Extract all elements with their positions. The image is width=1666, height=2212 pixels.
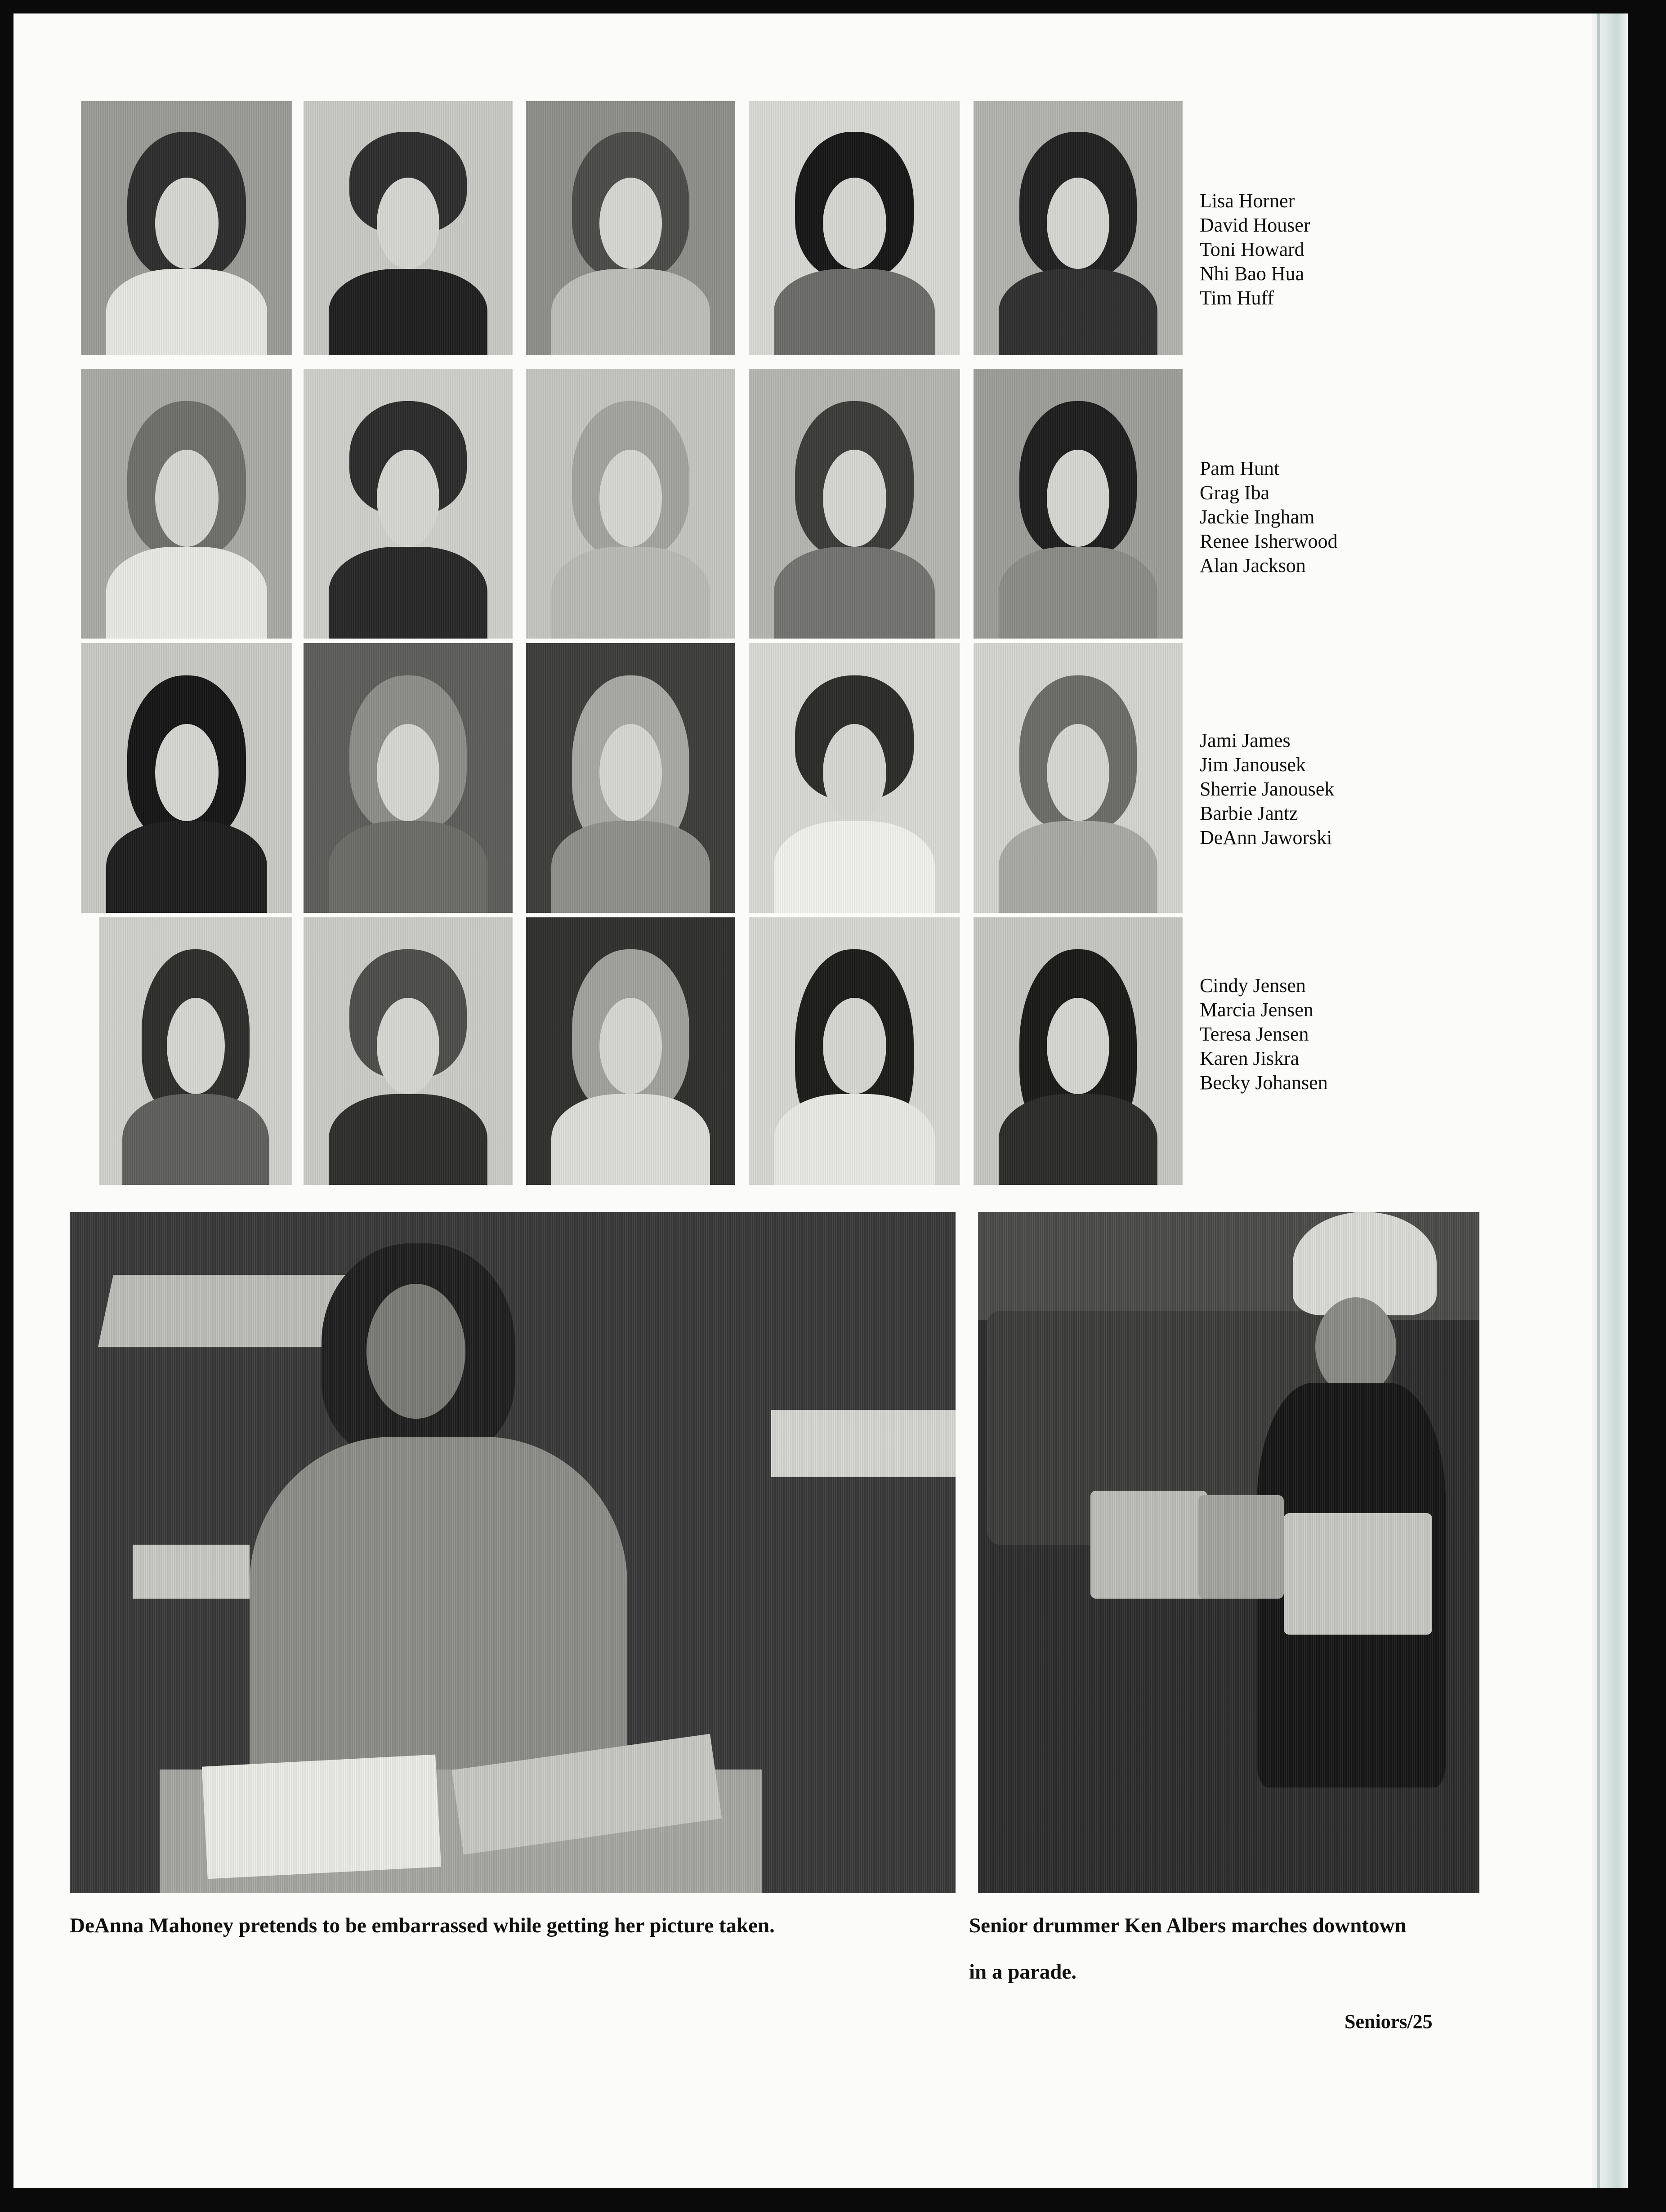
desk-left <box>133 1545 250 1599</box>
portrait-tim-huff <box>974 101 1183 355</box>
student-face <box>366 1284 465 1419</box>
portrait-grag-iba <box>304 369 513 639</box>
binding-edge-line <box>1597 13 1600 2188</box>
portrait-karen-jiskra <box>749 917 960 1185</box>
portrait-jackie-ingham <box>526 369 735 639</box>
student-name: Nhi Bao Hua <box>1200 263 1304 285</box>
yearbook-page <box>13 13 1628 2188</box>
portrait-teresa-jensen <box>526 917 735 1185</box>
student-name: Marcia Jensen <box>1200 999 1313 1021</box>
student-name: Cindy Jensen <box>1200 974 1306 997</box>
names-row-3 <box>1200 728 1334 850</box>
student-name: DeAnn Jaworski <box>1200 827 1332 849</box>
portrait-cindy-jensen <box>99 917 292 1185</box>
drummer-helmet <box>1293 1212 1437 1315</box>
portrait-lisa-horner <box>81 101 292 355</box>
portrait-marcia-jensen <box>304 917 513 1185</box>
portrait-barbie-jantz <box>749 643 960 913</box>
student-name: Becky Johansen <box>1200 1072 1328 1094</box>
page-folio: Seniors/25 <box>1344 2011 1433 2033</box>
student-name: Sherrie Janousek <box>1200 778 1335 800</box>
portrait-deann-jaworski <box>974 643 1183 913</box>
student-name: Grag Iba <box>1200 482 1270 504</box>
portrait-jim-janousek <box>304 643 513 913</box>
names-row-1 <box>1200 189 1310 310</box>
student-sweater <box>250 1437 627 1823</box>
names-row-4 <box>1200 974 1328 1095</box>
drummer-face <box>1315 1297 1396 1396</box>
student-name: Teresa Jensen <box>1200 1023 1309 1045</box>
student-name: Jami James <box>1200 729 1291 751</box>
student-name: Renee Isherwood <box>1200 530 1338 552</box>
student-hair <box>322 1243 515 1459</box>
drummer-uniform <box>1257 1383 1446 1787</box>
desk-right <box>771 1410 956 1477</box>
student-name: Tim Huff <box>1200 287 1274 309</box>
drum-left <box>1090 1491 1207 1599</box>
caption-parade-line-2: in a parade. <box>969 1960 1076 1984</box>
student-name: David Houser <box>1200 214 1310 236</box>
portrait-becky-johansen <box>974 917 1183 1185</box>
book <box>452 1734 722 1855</box>
desk-front <box>160 1770 762 1893</box>
student-name: Lisa Horner <box>1200 190 1295 212</box>
portrait-renee-isherwood <box>749 369 960 639</box>
caption-classroom: DeAnna Mahoney pretends to be embarrassed while getting her picture taken. <box>70 1914 775 1937</box>
portrait-toni-howard <box>526 101 735 355</box>
student-name: Toni Howard <box>1200 238 1304 260</box>
papers <box>202 1755 441 1879</box>
portrait-david-houser <box>304 101 513 355</box>
band-members <box>987 1311 1392 1545</box>
student-name: Alan Jackson <box>1200 554 1306 576</box>
drum-right <box>1284 1513 1432 1635</box>
student-name: Jim Janousek <box>1200 754 1306 776</box>
photo-classroom <box>70 1212 956 1893</box>
building-backdrop <box>978 1212 1479 1320</box>
photo-parade-drummer <box>978 1212 1479 1893</box>
portrait-alan-jackson <box>974 369 1183 639</box>
portrait-nhi-bao-hua <box>749 101 960 355</box>
caption-parade-line-1: Senior drummer Ken Albers marches downtown <box>969 1914 1407 1937</box>
portrait-jami-james <box>81 643 292 913</box>
desk-back <box>98 1275 347 1347</box>
portrait-sherrie-janousek <box>526 643 735 913</box>
portrait-pam-hunt <box>81 369 292 639</box>
names-row-2 <box>1200 456 1338 578</box>
student-name: Karen Jiskra <box>1200 1047 1300 1069</box>
student-name: Jackie Ingham <box>1200 506 1315 528</box>
drum-middle <box>1198 1495 1284 1599</box>
student-name: Barbie Jantz <box>1200 802 1298 824</box>
student-name: Pam Hunt <box>1200 457 1280 479</box>
